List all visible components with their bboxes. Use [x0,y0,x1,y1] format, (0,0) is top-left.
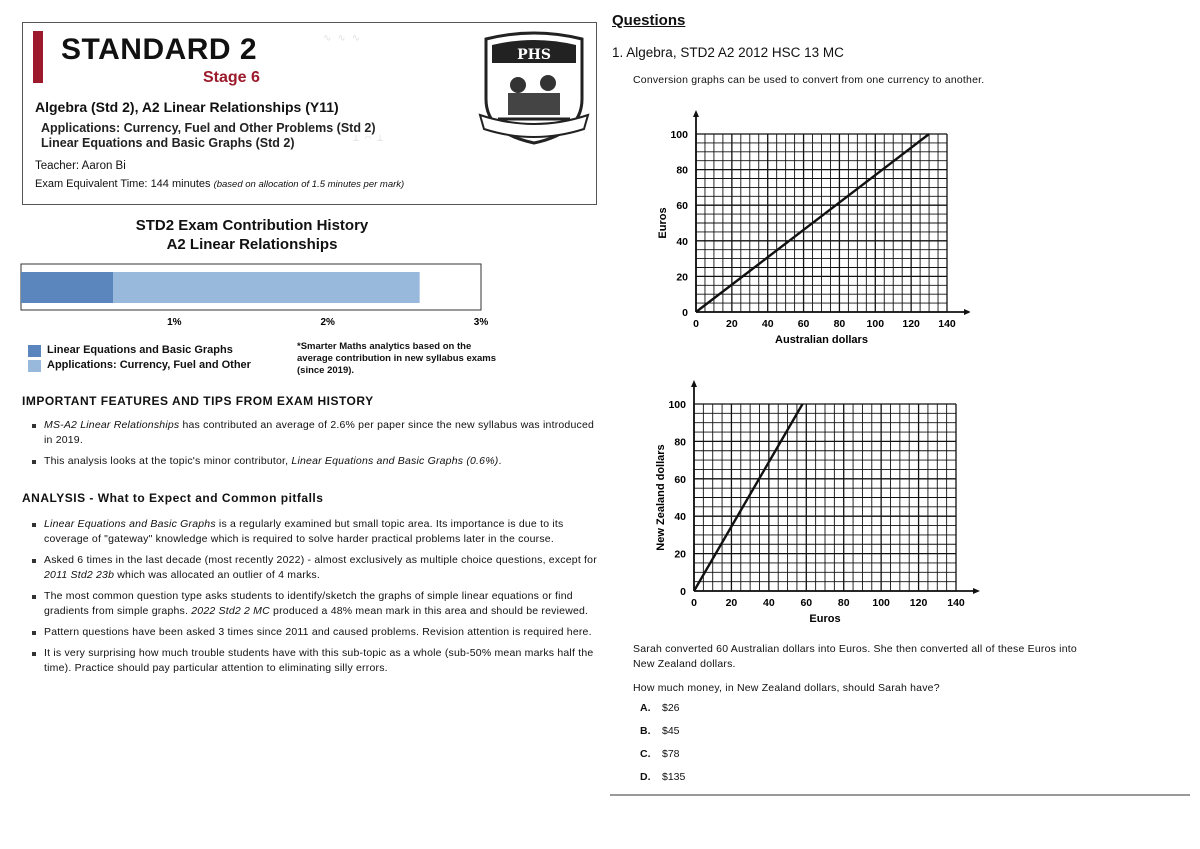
legend-label-linear-equations: Linear Equations and Basic Graphs [47,344,233,356]
option-b[interactable]: B. $45 [640,725,680,737]
header-box [22,22,597,205]
x-tick-label: 80 [833,318,846,330]
x-tick-label: 20 [725,597,738,609]
school-crest-logo [478,29,590,147]
question-intro: Conversion graphs can be used to convert from one currency to another. [633,74,985,86]
contribution-title-line1: STD2 Exam Contribution History [135,217,369,234]
x-axis-arrow [973,588,980,594]
x-tick-label: 0 [693,318,699,330]
y-tick-label: 60 [674,473,686,486]
legend-swatch-linear-equations [28,345,41,357]
bar-segment-applications [113,272,420,303]
question-stem: Sarah converted 60 Australian dollars into Euros. She then converted all of these Euros into New Zealand dollars. [633,643,1077,670]
x-tick-label: 100 [872,597,890,609]
bar-segment-linear-equations [21,272,113,303]
y-axis-arrow [691,380,697,387]
question-prompt: How much money, in New Zealand dollars, should Sarah have? [633,682,940,694]
option-c[interactable]: C. $78 [640,748,680,760]
x-tick-label: 20 [726,318,738,330]
contribution-tick-label: 2% [320,317,335,328]
y-axis-arrow [693,110,699,117]
grid [696,134,947,312]
questions-heading: Questions [612,12,686,29]
list-item: MS-A2 Linear Relationships has contributed an average of 2.6% per paper since the new syllabus was introduced in 2019. [30,418,600,448]
euro-nzd-conversion-graph [630,373,980,635]
question-1-title [612,45,844,60]
exam-time-note: (based on allocation of 1.5 minutes per mark) [213,179,405,190]
y-tick-label: 40 [674,511,686,524]
analytics-note: *Smarter Maths analytics based on the average contribution in new syllabus exams (since 2019). [297,341,497,376]
question-number: 1. [612,45,624,60]
x-tick-label: 60 [800,597,813,609]
list-item: Pattern questions have been asked 3 times since 2011 and caused problems. Revision attention is required here. [30,625,600,640]
x-tick-label: 40 [763,597,775,609]
background-decoration: ⊥ ⌒ ⊥ [353,133,384,144]
question-source: Algebra, STD2 A2 2012 HSC 13 MC [626,45,844,60]
option-a[interactable]: A. $26 [640,702,680,714]
x-axis-label: Australian dollars [775,334,868,346]
y-tick-label: 60 [676,200,688,213]
teacher-line: Teacher: Aaron Bi [35,160,126,172]
x-tick-label: 80 [837,597,850,609]
x-tick-label: 0 [691,597,697,609]
y-axis-label: Euros [657,207,669,239]
features-list [30,418,600,475]
legend-swatch-applications [28,360,41,372]
x-tick-label: 100 [866,318,885,330]
x-tick-label: 40 [761,318,774,330]
contribution-bar-chart [15,260,495,335]
x-tick-label: 120 [909,597,928,609]
contribution-tick-label: 3% [473,317,489,328]
contribution-chart-title [22,216,482,254]
background-decoration: ∿ ∿ ∿ [323,33,361,44]
analysis-list [30,517,600,682]
grid [694,404,956,591]
option-d[interactable]: D. $135 [640,771,686,783]
x-tick-label: 60 [797,318,810,330]
list-item: This analysis looks at the topic's minor contributor, Linear Equations and Basic Graphs (0.6%). [30,454,600,469]
y-axis-label: New Zealand dollars [655,444,667,551]
divider [610,794,1190,796]
x-axis-arrow [964,309,970,315]
analysis-heading: ANALYSIS - What to Expect and Common pitfalls [22,491,324,505]
y-tick-label: 100 [670,129,688,141]
page-title: STANDARD 2 [61,33,258,66]
list-item: Asked 6 times in the last decade (most recently 2022) - almost exclusively as multiple choice questions, except for 2011 Std2 23b which was allocated an outlier of 4 marks. [30,553,600,583]
contribution-tick-label: 1% [167,317,182,328]
legend-label-applications: Applications: Currency, Fuel and Other [47,359,251,371]
y-tick-label: 20 [676,271,688,284]
y-tick-label: 80 [674,436,686,449]
exam-time [35,178,404,190]
y-tick-label: 0 [680,586,686,598]
y-tick-label: 100 [668,399,686,411]
crest-letters: PHS [517,47,551,63]
subtopic-2: Linear Equations and Basic Graphs (Std 2) [41,136,295,150]
aud-euro-conversion-graph [630,105,970,350]
x-tick-label: 140 [947,597,965,609]
topic-title: Algebra (Std 2), A2 Linear Relationships (Y11) [35,99,339,115]
list-item: Linear Equations and Basic Graphs is a regularly examined but small topic area. Its importance is due to its coverage of "gateway" knowledge which is required to solve harder practical problems later in the course. [30,517,600,547]
y-tick-label: 80 [676,164,688,177]
contribution-title-line2: A2 Linear Relationships [166,236,338,253]
x-tick-label: 140 [938,318,956,330]
y-tick-label: 0 [682,307,688,319]
x-tick-label: 120 [902,318,920,330]
x-axis-label: Euros [809,613,841,625]
y-tick-label: 20 [674,548,686,561]
exam-time-label: Exam Equivalent Time: [35,178,148,190]
exam-time-value: 144 minutes [150,178,211,190]
list-item: The most common question type asks students to identify/sketch the graphs of simple linear equations or find gradients from simple graphs. 2022 Std2 2 MC produced a 48% mean mark in this area and should be reviewed. [30,589,600,619]
subtopic-1: Applications: Currency, Fuel and Other Problems (Std 2) [41,121,376,135]
list-item: It is very surprising how much trouble students have with this sub-topic as a whole (sub-50% mean marks half the time). Practice should pay particular attention to eliminating silly errors. [30,646,600,676]
accent-bar [33,31,43,83]
stage-label: Stage 6 [203,69,260,86]
features-heading: IMPORTANT FEATURES AND TIPS FROM EXAM HISTORY [22,394,374,408]
y-tick-label: 40 [676,235,688,248]
